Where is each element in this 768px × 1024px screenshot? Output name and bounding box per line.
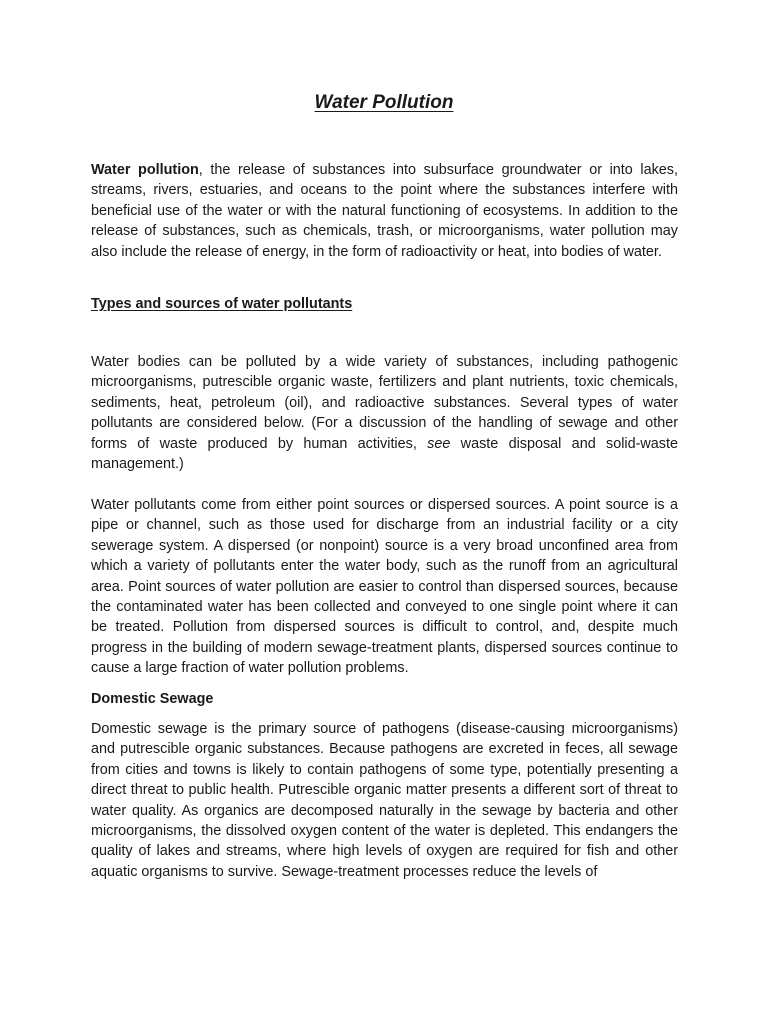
types-paragraph-2: Water pollutants come from either point sources or dispersed sources. A point source is a pipe or channel, such as those used for discharge from an industrial facility or a city sewerage system. A dispersed (or nonpoint) source is a very broad unconfined area from which a variety of pollutants enter the water body, such as the runoff from an agricultural area. Point sources of water pollution are easier to control than dispersed sources, because the contaminated water has been collected and conveyed to one single point where it can be treated. Pollution from dispersed sources is difficult to control, and, despite much progress in the building of modern sewage-treatment plants, dispersed sources continue to cause a large fraction of water pollution problems.	[91, 497, 678, 677]
see-reference: see	[427, 435, 451, 452]
types-paragraph-1	[91, 352, 678, 474]
types-paragraph-1-text: Water bodies can be polluted by a wide variety of substances, including pathogenic microorganisms, putrescible organic waste, fertilizers and plant nutrients, toxic chemicals, sediments, heat, petroleum (oil), and radioactive substances. Several types of water pollutants are considered below. (For a discussion of the handling of sewage and other forms of waste produced by human activities,	[91, 354, 678, 452]
intro-text: , the release of substances into subsurface groundwater or into lakes, streams, rivers, estuaries, and oceans to the point where the substances interfere with beneficial use of the water or with the natural functioning of ecosystems. In addition to the release of substances, such as chemicals, trash, or microorganisms, water pollution may also include the release of energy, in the form of radioactivity or heat, into bodies of water.	[91, 162, 678, 260]
page-title: Water Pollution	[314, 92, 454, 113]
section-heading-types: Types and sources of water pollutants	[91, 296, 353, 312]
intro-paragraph	[91, 160, 678, 262]
types-paragraph-1-tail: waste disposal and solid-waste management.)	[91, 435, 678, 473]
sewage-paragraph-1: Domestic sewage is the primary source of pathogens (disease-causing microorganisms) and putrescible organic substances. Because pathogens are excreted in feces, all sewage from cities and towns is likely to contain pathogens of some type, potentially presenting a direct threat to public health. Putrescible organic matter presents a different sort of threat to water quality. As organics are decomposed naturally in the sewage by bacteria and other microorganisms, the dissolved oxygen content of the water is depleted. This endangers the quality of lakes and streams, where high levels of oxygen are required for fish and other aquatic organisms to survive. Sewage-treatment processes reduce the levels of	[91, 721, 678, 880]
intro-lead-term: Water pollution	[91, 162, 199, 178]
section-heading-domestic-sewage: Domestic Sewage	[91, 691, 214, 707]
